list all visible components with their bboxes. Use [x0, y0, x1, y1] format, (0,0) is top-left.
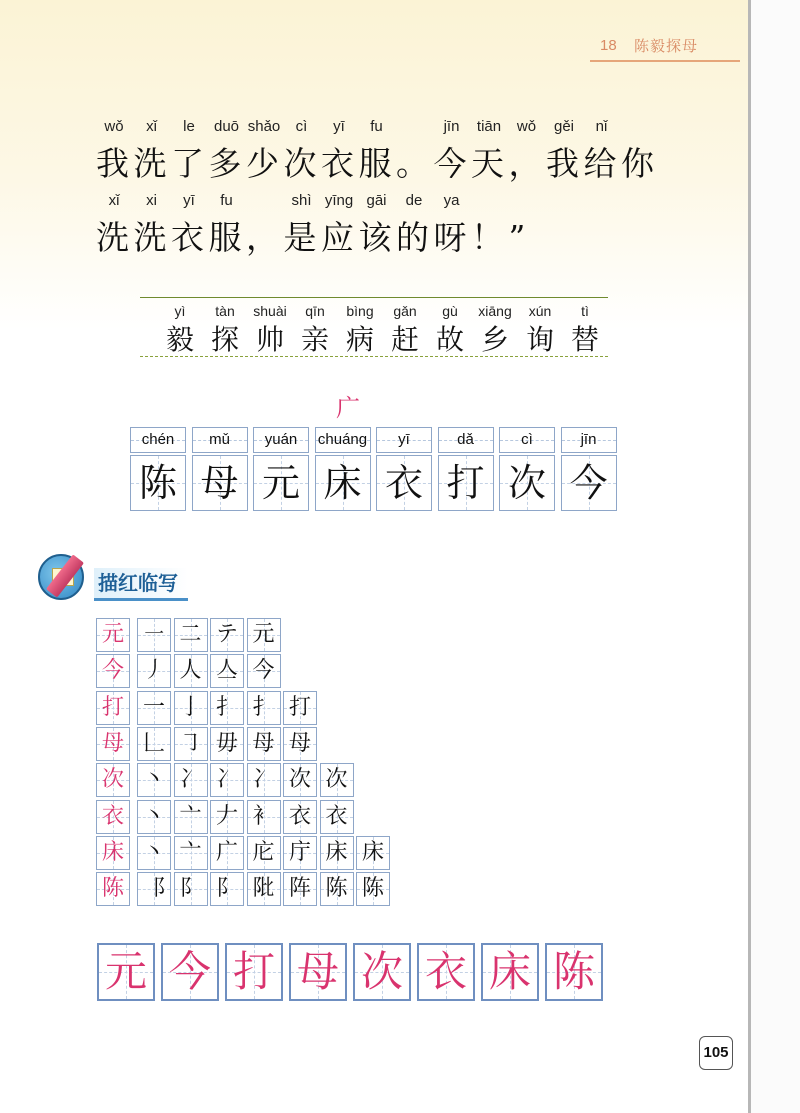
stroke-step-cell	[320, 763, 354, 797]
stroke-step: 打	[288, 694, 311, 720]
recognize-char: 赶	[391, 323, 420, 356]
stroke-step: 一	[142, 694, 165, 720]
stroke-step: 次	[325, 767, 348, 793]
recognize-pinyin: tì	[581, 303, 589, 319]
recognize-pinyin: yì	[174, 303, 186, 319]
write-pinyin-cell	[253, 427, 309, 453]
stroke-step-cell	[210, 763, 244, 797]
write-pinyin-cell	[499, 427, 555, 453]
stroke-step-cell	[210, 618, 244, 652]
passage-pinyin: xǐ	[108, 192, 120, 209]
stroke-step-cell	[174, 691, 208, 725]
stroke-step: 阝	[215, 876, 238, 902]
passage-pinyin: gěi	[553, 118, 575, 135]
trace-cell	[481, 943, 539, 1001]
stroke-step: 次	[288, 767, 311, 793]
stroke-step: 二	[179, 622, 202, 647]
passage-pinyin: tiān	[476, 118, 502, 135]
stroke-step-cell	[137, 872, 171, 906]
lesson-header	[590, 32, 740, 62]
stroke-step: 扌	[215, 694, 238, 720]
trace-cell	[417, 943, 475, 1001]
stroke-step-cell	[247, 654, 281, 688]
trace-char: 衣	[424, 947, 467, 996]
recognize-char: 毅	[166, 323, 195, 356]
stroke-row-char: 打	[101, 694, 124, 720]
recognize-char: 探	[211, 323, 240, 356]
write-pinyin-cell	[192, 427, 248, 453]
recognize-char: 故	[436, 323, 465, 356]
section-header	[36, 548, 216, 600]
trace-char: 母	[296, 947, 339, 996]
stroke-step: 衣	[288, 803, 311, 829]
page-number: 105	[699, 1036, 733, 1070]
recognize-char: 病	[346, 323, 375, 356]
passage-line-2: 洗洗衣服，是应该的呀！”	[96, 218, 530, 257]
rule-top	[140, 297, 608, 298]
write-pinyin: yuán	[264, 431, 298, 448]
lesson-number: 18	[600, 37, 617, 54]
stroke-row-char: 陈	[101, 876, 124, 902]
write-char-cell	[376, 455, 432, 511]
write-pinyin: mǔ	[209, 431, 230, 448]
write-char: 次	[507, 461, 546, 505]
recognize-char: 帅	[256, 323, 285, 356]
stroke-step-cell	[174, 618, 208, 652]
stroke-step-cell	[247, 800, 281, 834]
stroke-row-head	[96, 763, 130, 797]
stroke-step-cell	[137, 654, 171, 688]
write-char-cell	[438, 455, 494, 511]
trace-cell	[225, 943, 283, 1001]
trace-cell	[353, 943, 411, 1001]
stroke-step: 亅	[179, 694, 202, 720]
write-pinyin-cell	[376, 427, 432, 453]
passage-pinyin: yī	[183, 192, 195, 209]
stroke-step: 阵	[288, 876, 311, 902]
stroke-step-cell	[210, 872, 244, 906]
stroke-step-cell	[247, 618, 281, 652]
stroke-step: 冫	[215, 767, 238, 793]
recognize-pinyin: tàn	[215, 303, 235, 319]
stroke-step-cell	[247, 727, 281, 761]
stroke-step: 丶	[142, 839, 165, 865]
stroke-step: 扌	[252, 694, 275, 720]
write-char: 打	[446, 461, 485, 505]
stroke-step-cell	[210, 654, 244, 688]
write-char-cell	[499, 455, 555, 511]
radical-hint: 广	[336, 394, 360, 422]
write-char: 今	[569, 461, 608, 505]
stroke-step-cell	[174, 836, 208, 870]
recognize-pinyin: shuài	[253, 303, 287, 319]
stroke-step-cell	[320, 872, 354, 906]
passage-line-1: 我洗了多少次衣服。今天，我给你	[96, 144, 659, 183]
stroke-row-char: 衣	[101, 803, 124, 829]
trace-cell	[161, 943, 219, 1001]
stroke-step-cell	[174, 654, 208, 688]
stroke-step-cell	[174, 763, 208, 797]
passage-pinyin: xi	[146, 192, 157, 209]
stroke-step-cell	[174, 727, 208, 761]
stroke-row-char: 床	[101, 839, 124, 865]
write-char: 陈	[138, 461, 177, 505]
stroke-step: ⻏	[142, 876, 165, 902]
write-char: 母	[200, 461, 239, 505]
stroke-row-head	[96, 618, 130, 652]
stroke-step-cell	[137, 727, 171, 761]
lesson-title: 陈毅探母	[634, 37, 699, 55]
stroke-step-cell	[210, 836, 244, 870]
stroke-step: テ	[215, 622, 238, 647]
stroke-step-cell	[283, 727, 317, 761]
trace-char: 今	[168, 947, 211, 996]
stroke-step: ㇆	[179, 730, 202, 756]
stroke-step: 今	[252, 658, 275, 684]
stroke-step-cell	[283, 763, 317, 797]
stroke-step: 元	[252, 622, 275, 647]
stroke-step: 丶	[142, 767, 165, 793]
stroke-step-cell	[247, 691, 281, 725]
stroke-step-cell	[247, 872, 281, 906]
write-char-cell	[561, 455, 617, 511]
trace-cell	[97, 943, 155, 1001]
stroke-step: 床	[325, 839, 348, 865]
stroke-row-char: 今	[101, 658, 124, 684]
trace-cell	[545, 943, 603, 1001]
stroke-step-cell	[283, 800, 317, 834]
stroke-step: 陈	[325, 876, 348, 902]
recognize-pinyin: qīn	[305, 303, 325, 319]
stroke-step: 冫	[179, 767, 202, 793]
write-pinyin: cì	[521, 431, 533, 448]
write-char: 衣	[384, 461, 423, 505]
stroke-step: 陈	[361, 876, 384, 902]
stroke-step-cell	[137, 618, 171, 652]
stroke-row-head	[96, 727, 130, 761]
trace-char: 元	[104, 947, 147, 996]
stroke-step-cell	[137, 836, 171, 870]
stroke-step: 庁	[288, 839, 311, 865]
passage-pinyin: fu	[370, 118, 383, 135]
stroke-row-head	[96, 800, 130, 834]
write-pinyin-cell	[315, 427, 371, 453]
recognize-char: 替	[571, 323, 600, 356]
trace-char: 床	[488, 947, 531, 996]
passage-pinyin: shì	[291, 192, 312, 209]
trace-char: 次	[360, 947, 403, 996]
write-char: 床	[323, 461, 362, 505]
write-pinyin: jīn	[580, 431, 597, 448]
stroke-row-head	[96, 836, 130, 870]
passage-pinyin: jīn	[443, 118, 460, 135]
stroke-step: 阝	[179, 876, 202, 902]
stroke-step: 亠	[179, 803, 202, 829]
passage-pinyin: duō	[213, 118, 240, 135]
passage-pinyin: de	[405, 192, 423, 209]
recognize-pinyin: xiāng	[478, 303, 512, 319]
stroke-step: 母	[288, 730, 311, 756]
stroke-step: 衣	[325, 803, 348, 829]
stroke-step-cell	[210, 691, 244, 725]
stroke-step: 床	[361, 839, 384, 865]
stroke-row-head	[96, 872, 130, 906]
stroke-step-cell	[247, 763, 281, 797]
write-char: 元	[261, 461, 300, 505]
stroke-step-cell	[247, 836, 281, 870]
stroke-step: 丶	[142, 803, 165, 829]
stroke-step: 衤	[252, 803, 275, 829]
trace-char: 打	[232, 947, 275, 996]
stroke-row-head	[96, 691, 130, 725]
stroke-row-head	[96, 654, 130, 688]
stroke-step: 𠂇	[215, 803, 238, 829]
passage-pinyin: nǐ	[595, 118, 608, 135]
stroke-row-char: 母	[101, 730, 124, 756]
stroke-step-cell	[174, 872, 208, 906]
write-char-cell	[192, 455, 248, 511]
stroke-step-cell	[283, 836, 317, 870]
stroke-row-char: 元	[101, 622, 124, 647]
stroke-step-cell	[283, 691, 317, 725]
stroke-step-cell	[283, 872, 317, 906]
passage-pinyin: yī	[333, 118, 345, 135]
stroke-step: 毋	[215, 730, 238, 756]
write-pinyin: yī	[398, 431, 410, 448]
recognize-char: 询	[526, 323, 555, 356]
stroke-step: 丿	[142, 658, 165, 684]
stroke-step: 人	[179, 658, 202, 684]
write-pinyin-cell	[438, 427, 494, 453]
stroke-step-cell	[137, 763, 171, 797]
stroke-step: 母	[252, 730, 275, 756]
stroke-step: ㇐	[142, 622, 165, 647]
pencil-paper-icon	[38, 554, 84, 600]
stroke-step: 亼	[215, 658, 238, 684]
write-char-cell	[315, 455, 371, 511]
stroke-step-cell	[320, 800, 354, 834]
stroke-step-cell	[210, 727, 244, 761]
passage-pinyin: wǒ	[104, 118, 124, 135]
stroke-step-cell	[137, 800, 171, 834]
write-pinyin: dǎ	[457, 431, 474, 448]
passage-pinyin: le	[183, 118, 195, 135]
write-char-cell	[253, 455, 309, 511]
stroke-row-char: 次	[101, 767, 124, 793]
trace-char: 陈	[552, 947, 595, 996]
stroke-step: 庀	[252, 839, 275, 865]
trace-cell	[289, 943, 347, 1001]
recognize-pinyin: bìng	[346, 303, 374, 319]
stroke-step: 阰	[252, 876, 275, 902]
recognize-pinyin: xún	[528, 303, 552, 319]
write-pinyin: chuáng	[317, 431, 368, 448]
passage-pinyin: ya	[443, 192, 460, 209]
stroke-step-cell	[210, 800, 244, 834]
passage-pinyin: xǐ	[146, 118, 157, 135]
stroke-step: 𠃊	[142, 730, 165, 756]
passage-pinyin: gāi	[366, 192, 387, 209]
recognize-char: 乡	[481, 323, 510, 356]
stroke-step: 亠	[179, 839, 202, 865]
passage-pinyin: shǎo	[247, 118, 281, 135]
stroke-step-cell	[356, 872, 390, 906]
recognize-char: 亲	[301, 323, 330, 356]
recognize-pinyin: gù	[442, 303, 458, 319]
passage-pinyin: yīng	[324, 192, 354, 209]
stroke-step-cell	[320, 836, 354, 870]
write-pinyin-cell	[130, 427, 186, 453]
stroke-step: 冫	[252, 767, 275, 793]
stroke-step-cell	[356, 836, 390, 870]
recognize-pinyin: gǎn	[393, 303, 417, 319]
section-title: 描红临写	[94, 568, 188, 601]
stroke-step-cell	[137, 691, 171, 725]
write-pinyin-cell	[561, 427, 617, 453]
page-edge	[751, 0, 800, 1113]
passage-pinyin: fu	[220, 192, 233, 209]
stroke-step: 广	[215, 839, 238, 865]
write-char-cell	[130, 455, 186, 511]
stroke-step-cell	[174, 800, 208, 834]
passage-pinyin: wǒ	[516, 118, 537, 135]
write-pinyin: chén	[141, 431, 175, 448]
passage-pinyin: cì	[295, 118, 308, 135]
